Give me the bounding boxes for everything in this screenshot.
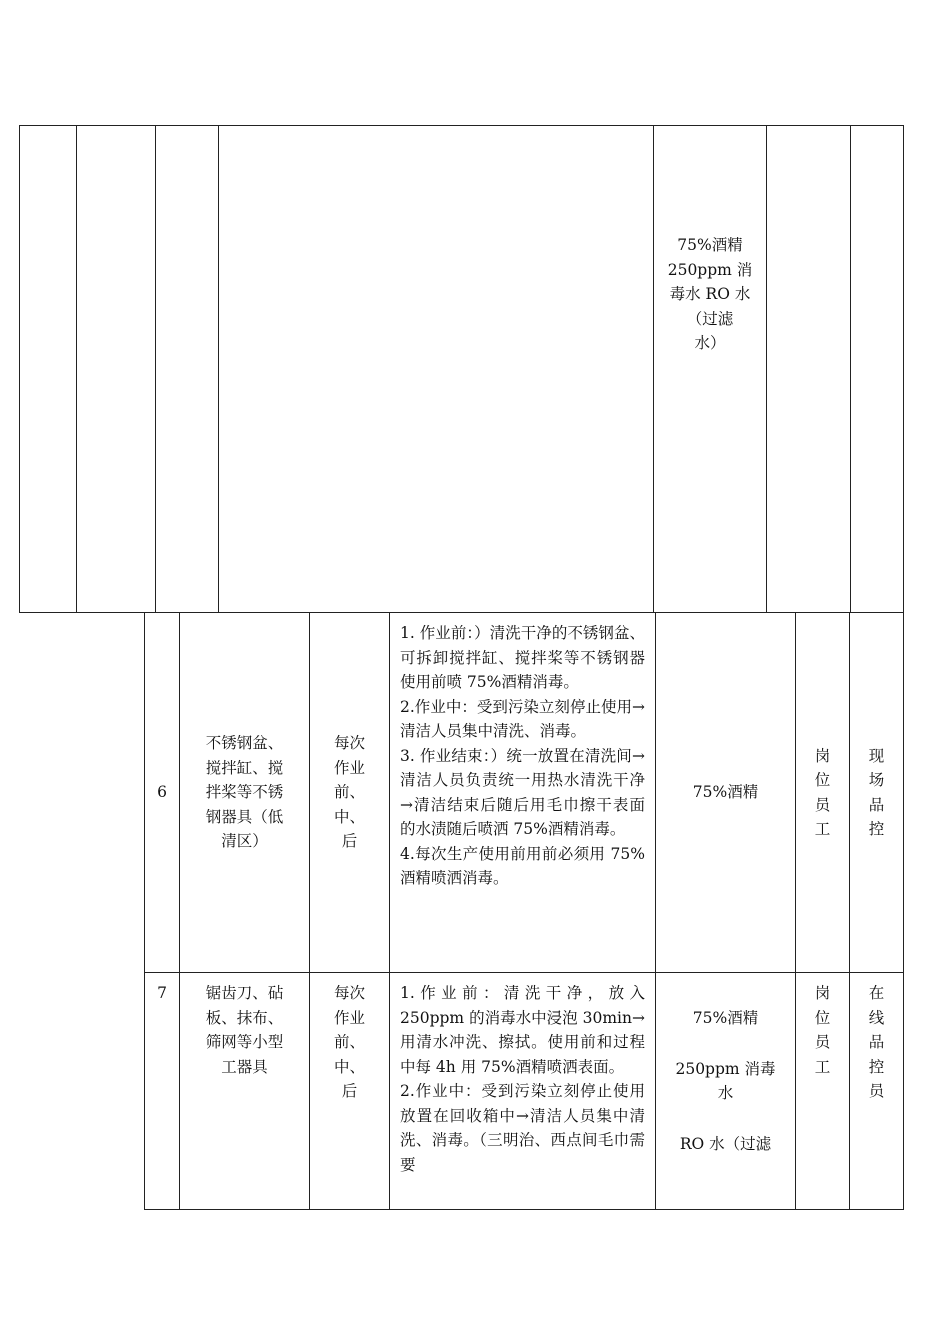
row-procedure-cell [390,973,656,1210]
row-frequency-text: 每次 作业 前、 中、 后 [333,734,365,851]
row-item-cell [180,973,310,1210]
row-supervisor-text: 在 线 品 控 员 [868,984,885,1100]
row-materials-text: 75%酒精 [692,783,759,802]
cont-supervisor-cell [851,126,904,613]
row-supervisor-text: 现 场 品 控 [868,746,885,838]
cont-materials-text: 75%酒精 250ppm 消 毒水 RO 水 （过滤 水） [667,236,753,352]
row-procedure-text: 1.作业前：清洗干净，放入 250ppm 的消毒水中浸泡 30min→用清水冲洗、擦拭。使用前和过程中每 4h 用 75%酒精喷洒表面。 2.作业中：受到污染立刻停止使用放置在回收箱中→清洁人员集中清洗、消毒。（三明治、西点间毛巾需要 [400,984,645,1174]
row-item-text: 不锈钢盆、 搅拌缸、搅 拌桨等不锈 钢器具（低 清区） [205,734,284,851]
table-row [145,613,904,973]
row-no-cell: 7 [145,973,180,1210]
row-materials-cell [656,973,796,1210]
cont-procedure-cell [219,126,654,613]
row-procedure-cell [390,613,656,973]
cont-materials-cell [654,126,767,613]
row-material-item: RO 水（过滤 [679,1134,772,1153]
cont-executor-cell [767,126,851,613]
continuation-table [19,125,904,613]
row-frequency-cell [310,613,390,973]
row-item-cell [180,613,310,973]
row-executor-text: 岗 位 员 工 [814,984,831,1076]
row-material-item: 75%酒精 [692,1009,759,1027]
row-supervisor-cell [850,973,904,1210]
row-executor-text: 岗 位 员 工 [814,746,831,838]
cont-item-cell [77,126,156,613]
row-executor-cell [796,613,850,973]
row-item-text: 锯齿刀、砧 板、抹布、 筛网等小型 工器具 [205,984,284,1076]
row-frequency-text: 每次 作业 前、 中、 后 [333,984,365,1100]
row-no-cell: 6 [145,613,180,973]
row-material-item: 250ppm 消毒 水 [675,1059,776,1102]
row-executor-cell [796,973,850,1210]
row-procedure-text: 1. 作业前：）清洗干净的不锈钢盆、可拆卸搅拌缸、搅拌桨等不锈钢器使用前喷 75%酒精消毒。 2.作业中：受到污染立刻停止使用→清洁人员集中清洗、消毒。 3. 作业结束：）统一放置在清洗间→清洁人员负责统一用热水清洗干净→清洁结束后随后用毛巾擦干表面的水渍随后喷洒 75%酒精消毒。 4.每次生产使用前用前必须用 75%酒精喷洒消毒。 [400,624,645,887]
cont-no-cell [20,126,77,613]
row-materials-cell [656,613,796,973]
row-frequency-cell [310,973,390,1210]
table-row [145,973,904,1210]
row-supervisor-cell [850,613,904,973]
cont-frequency-cell [156,126,219,613]
sanitation-table [144,612,904,1210]
